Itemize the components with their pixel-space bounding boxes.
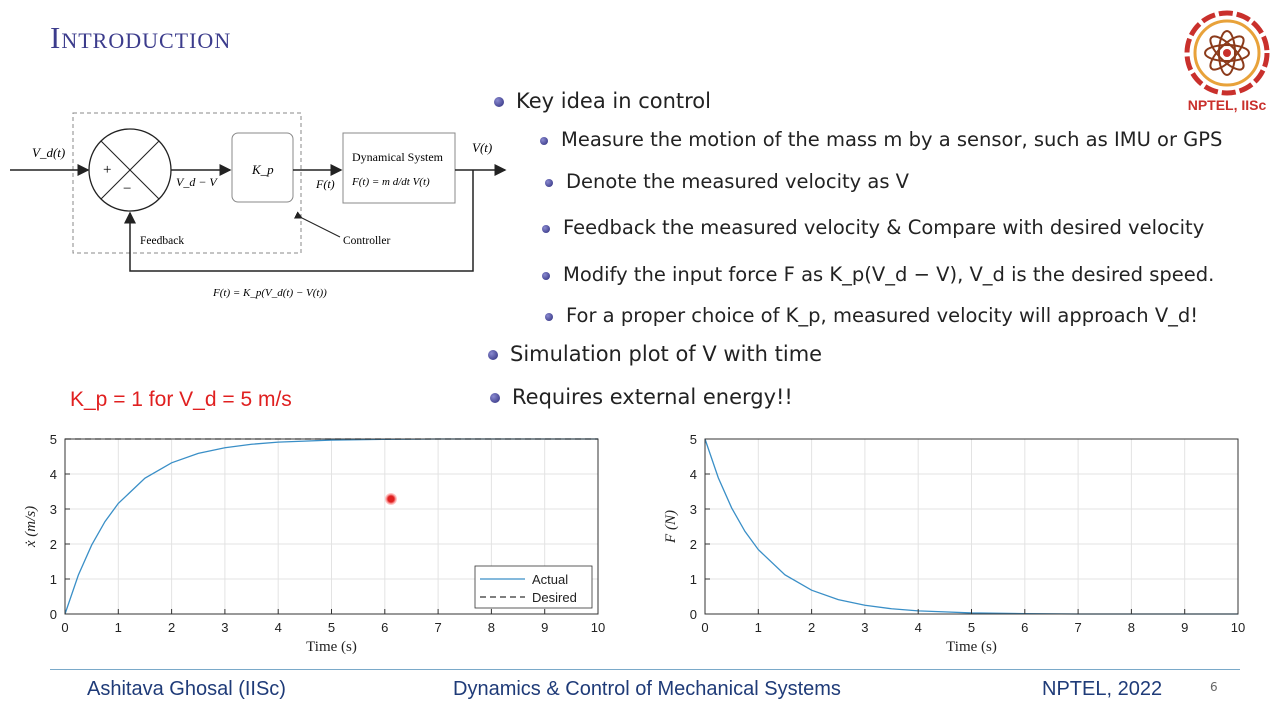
x-tick-label: 0 xyxy=(701,620,709,635)
system-block xyxy=(343,133,455,203)
footer-divider xyxy=(50,669,1240,670)
controller-label: Controller xyxy=(343,235,391,247)
y-tick-label: 4 xyxy=(689,467,697,482)
x-tick-label: 0 xyxy=(61,620,69,635)
gain-label: K_p xyxy=(252,162,274,177)
x-axis-label: Time (s) xyxy=(306,639,357,655)
x-axis-label: Time (s) xyxy=(946,639,997,655)
system-equation: F(t) = m d/dt V(t) xyxy=(352,176,430,188)
bullet-denote: Denote the measured velocity as V xyxy=(545,170,909,193)
x-tick-label: 3 xyxy=(221,620,229,635)
x-tick-label: 9 xyxy=(1181,620,1189,635)
y-tick-label: 0 xyxy=(49,607,57,622)
y-tick-label: 0 xyxy=(689,607,697,622)
logo-text: NPTEL, IISc xyxy=(1187,97,1267,113)
nptel-logo xyxy=(1180,8,1275,118)
y-tick-label: 1 xyxy=(49,572,57,587)
bullet-feedback: Feedback the measured velocity & Compare with desired velocity xyxy=(542,216,1204,239)
input-label: V_d(t) xyxy=(32,145,66,160)
minus-sign: − xyxy=(123,181,132,197)
bullet-energy: Requires external energy!! xyxy=(490,385,793,409)
y-axis-label: F (N) xyxy=(663,510,679,543)
y-tick-label: 5 xyxy=(49,432,57,447)
bullet-measure: Measure the motion of the mass m by a sensor, such as IMU or GPS xyxy=(540,128,1222,151)
feedback-label: Feedback xyxy=(140,235,185,247)
x-tick-label: 2 xyxy=(807,620,816,635)
y-tick-label: 2 xyxy=(49,537,57,552)
x-tick-label: 9 xyxy=(541,620,549,635)
x-tick-label: 8 xyxy=(487,620,496,635)
pointer-dot xyxy=(385,493,397,505)
footer-author: Ashitava Ghosal (IISc) xyxy=(87,678,286,700)
y-tick-label: 2 xyxy=(689,537,697,552)
x-tick-label: 8 xyxy=(1127,620,1136,635)
slide-title: Introduction xyxy=(50,20,232,55)
plus-sign: + xyxy=(103,162,112,178)
force-label: F(t) xyxy=(316,177,335,191)
kp-annotation: K_p = 1 for V_d = 5 m/s xyxy=(70,388,292,411)
x-tick-label: 1 xyxy=(754,620,762,635)
bullet-simulation: Simulation plot of V with time xyxy=(488,342,822,366)
x-tick-label: 6 xyxy=(381,620,389,635)
x-tick-label: 5 xyxy=(327,620,336,635)
force-chart xyxy=(640,425,1280,665)
x-tick-label: 6 xyxy=(1021,620,1029,635)
velocity-chart xyxy=(0,425,640,665)
bullet-key-idea: Key idea in control xyxy=(494,89,711,113)
x-tick-label: 4 xyxy=(914,620,922,635)
y-tick-label: 1 xyxy=(689,572,697,587)
y-tick-label: 3 xyxy=(689,502,697,517)
y-tick-label: 3 xyxy=(49,502,57,517)
x-tick-label: 3 xyxy=(861,620,869,635)
x-tick-label: 7 xyxy=(1074,620,1082,635)
legend-label: Desired xyxy=(532,590,577,605)
block-diagram xyxy=(0,100,520,310)
y-tick-label: 5 xyxy=(689,432,697,447)
legend-label: Actual xyxy=(532,572,569,587)
y-tick-label: 4 xyxy=(49,467,57,482)
footer-org: NPTEL, 2022 xyxy=(1042,678,1163,700)
output-label: V(t) xyxy=(472,140,493,155)
x-tick-label: 4 xyxy=(274,620,282,635)
error-label: V_d − V xyxy=(176,175,217,189)
x-tick-label: 5 xyxy=(967,620,976,635)
x-tick-label: 10 xyxy=(590,620,606,635)
y-axis-label: ẋ (m/s) xyxy=(23,505,39,548)
page-number: 6 xyxy=(1210,680,1218,694)
control-law: F(t) = K_p(V_d(t) − V(t)) xyxy=(213,287,327,299)
x-tick-label: 10 xyxy=(1230,620,1246,635)
system-title: Dynamical System xyxy=(352,150,443,164)
bullet-modify: Modify the input force F as K_p(V_d − V), V_d is the desired speed. xyxy=(542,263,1214,286)
x-tick-label: 7 xyxy=(434,620,442,635)
bullet-proper: For a proper choice of K_p, measured velocity will approach V_d! xyxy=(545,304,1198,327)
x-tick-label: 2 xyxy=(167,620,176,635)
x-tick-label: 1 xyxy=(114,620,122,635)
footer-course: Dynamics & Control of Mechanical Systems xyxy=(453,678,841,700)
